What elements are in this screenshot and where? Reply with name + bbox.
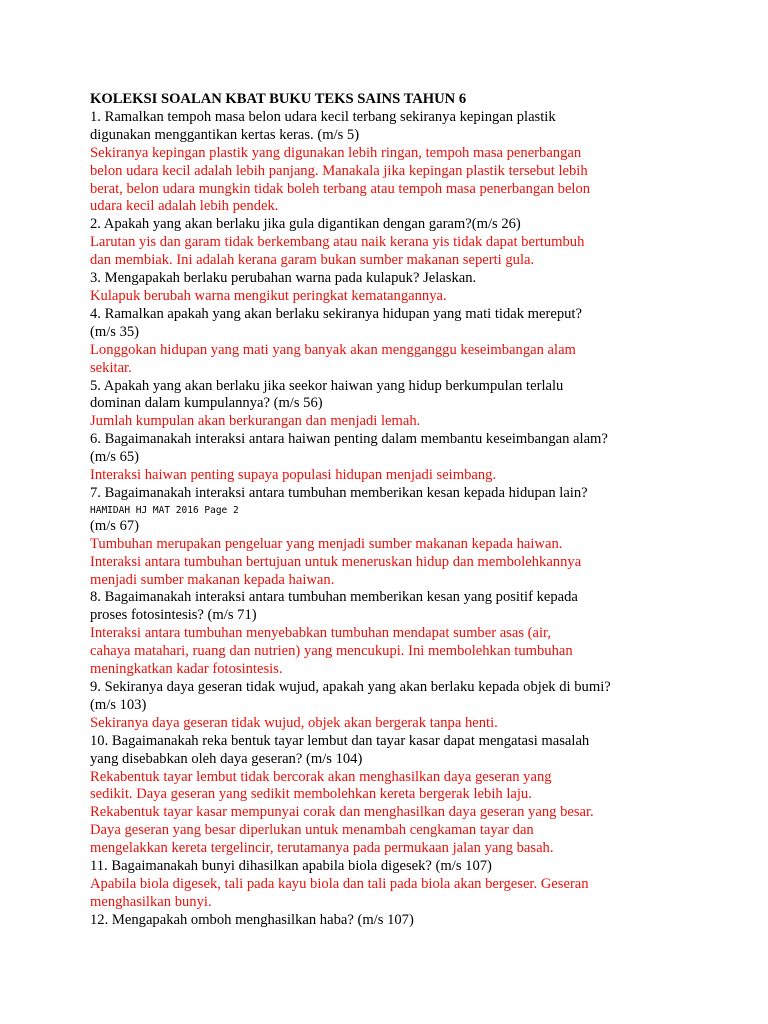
question-line: 12. Mengapakah omboh menghasilkan haba? (m/s 107) — [90, 911, 414, 928]
answer-line: Kulapuk berubah warna mengikut peringkat kematangannya. — [90, 287, 447, 304]
answer-line: Longgokan hidupan yang mati yang banyak akan mengganggu keseimbangan alam — [90, 341, 576, 358]
answer-line: Sekiranya kepingan plastik yang digunakan lebih ringan, tempoh masa penerbangan — [90, 144, 582, 161]
answer-line: dan membiak. Ini adalah kerana garam bukan sumber makanan seperti gula. — [90, 252, 535, 269]
document-page — [90, 91, 750, 930]
answer-line: Rekabentuk tayar lembut tidak bercorak akan menghasilkan daya geseran yang — [90, 768, 552, 785]
answer-line: Interaksi haiwan penting supaya populasi hidupan menjadi seimbang. — [90, 467, 497, 484]
question-line: (m/s 67) — [90, 517, 140, 534]
answer-line: Tumbuhan merupakan pengeluar yang menjadi sumber makanan kepada haiwan. — [90, 535, 563, 552]
answer-line: belon udara kecil adalah lebih panjang. Manakala jika kepingan plastik tersebut lebih — [90, 162, 588, 179]
question-line: 11. Bagaimanakah bunyi dihasilkan apabila biola digesek? (m/s 107) — [90, 858, 492, 875]
answer-line: Rekabentuk tayar kasar mempunyai corak dan menghasilkan daya geseran yang besar. — [90, 804, 594, 821]
answer-line: Interaksi antara tumbuhan bertujuan untuk meneruskan hidup dan membolehkannya — [90, 553, 582, 570]
document-title: KOLEKSI SOALAN KBAT BUKU TEKS SAINS TAHUN 6 — [90, 91, 467, 107]
question-line: 8. Bagaimanakah interaksi antara tumbuhan memberikan kesan yang positif kepada — [90, 589, 578, 606]
answer-line: sedikit. Daya geseran yang sedikit membolehkan kereta bergerak lebih laju. — [90, 786, 532, 803]
question-line: 4. Ramalkan apakah yang akan berlaku sekiranya hidupan yang mati tidak mereput? — [90, 305, 582, 322]
answer-line: sekitar. — [90, 359, 132, 376]
answer-line: berat, belon udara mungkin tidak boleh terbang atau tempoh masa penerbangan belon — [90, 180, 591, 197]
question-line: (m/s 35) — [90, 323, 140, 340]
answer-line: menghasilkan bunyi. — [90, 893, 212, 910]
question-line: 6. Bagaimanakah interaksi antara haiwan penting dalam membantu keseimbangan alam? — [90, 431, 608, 448]
answer-line: Daya geseran yang besar diperlukan untuk menambah cengkaman tayar dan — [90, 822, 534, 839]
answer-line: meningkatkan kadar fotosintesis. — [90, 661, 283, 678]
question-line: 1. Ramalkan tempoh masa belon udara kecil terbang sekiranya kepingan plastik — [90, 108, 556, 125]
question-answer-list — [90, 109, 750, 930]
answer-line: udara kecil adalah lebih pendek. — [90, 198, 279, 215]
question-line: digunakan menggantikan kertas keras. (m/s 5) — [90, 126, 360, 143]
answer-line: Jumlah kumpulan akan berkurangan dan menjadi lemah. — [90, 413, 421, 430]
question-line: 7. Bagaimanakah interaksi antara tumbuhan memberikan kesan kepada hidupan lain? — [90, 484, 588, 501]
answer-line: Larutan yis dan garam tidak berkembang atau naik kerana yis tidak dapat bertumbuh — [90, 234, 585, 251]
question-line: yang disebabkan oleh daya geseran? (m/s 104) — [90, 750, 363, 767]
question-line: dominan dalam kumpulannya? (m/s 56) — [90, 395, 323, 412]
answer-line: cahaya matahari, ruang dan nutrien) yang mencukupi. Ini membolehkan tumbuhan — [90, 643, 573, 660]
answer-line: mengelakkan kereta tergelincir, terutamanya pada permukaan jalan yang basah. — [90, 840, 554, 857]
answer-line: Apabila biola digesek, tali pada kayu biola dan tali pada biola akan bergeser. Geseran — [90, 875, 589, 892]
answer-line: Sekiranya daya geseran tidak wujud, objek akan bergerak tanpa henti. — [90, 714, 498, 731]
question-line: 5. Apakah yang akan berlaku jika seekor haiwan yang hidup berkumpulan terlalu — [90, 377, 564, 394]
question-line: 2. Apakah yang akan berlaku jika gula digantikan dengan garam?(m/s 26) — [90, 216, 521, 233]
question-line: 10. Bagaimanakah reka bentuk tayar lembut dan tayar kasar dapat mengatasi masalah — [90, 732, 590, 749]
question-line: (m/s 103) — [90, 696, 147, 713]
question-line: (m/s 65) — [90, 449, 140, 466]
question-line: 9. Sekiranya daya geseran tidak wujud, apakah yang akan berlaku kepada objek di bumi? — [90, 679, 611, 695]
question-line: 3. Mengapakah berlaku perubahan warna pada kulapuk? Jelaskan. — [90, 270, 477, 287]
page-footer: HAMIDAH HJ MAT 2016 Page 2 — [90, 504, 239, 516]
question-line: proses fotosintesis? (m/s 71) — [90, 607, 257, 624]
answer-line: Interaksi antara tumbuhan menyebabkan tumbuhan mendapat sumber asas (air, — [90, 625, 551, 642]
answer-line: menjadi sumber makanan kepada haiwan. — [90, 571, 335, 588]
